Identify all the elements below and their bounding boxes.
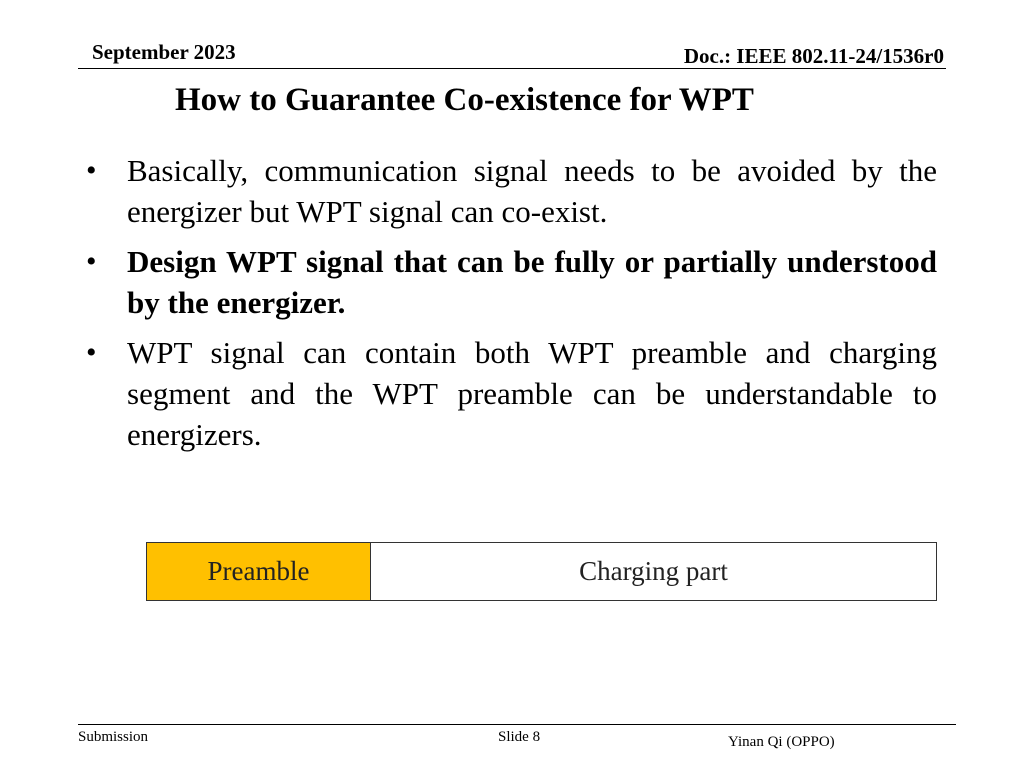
bullet-item	[82, 241, 937, 323]
wpt-signal-diagram	[146, 542, 937, 601]
bullet-text: Design WPT signal that can be fully or partially understood by the energizer.	[127, 244, 937, 320]
header-doc-id: Doc.: IEEE 802.11-24/1536r0	[683, 44, 944, 68]
footer-slide-number: Slide 8	[498, 729, 541, 745]
bullet-dot-icon: •	[86, 245, 97, 278]
footer-divider	[78, 724, 956, 725]
bullet-item	[82, 150, 937, 232]
footer-submission: Submission	[78, 729, 149, 745]
bullet-item	[82, 332, 937, 455]
preamble-segment: Preamble	[147, 543, 371, 600]
bullet-text: WPT signal can contain both WPT preamble and charging segment and the WPT preamble can be understandable to energizers.	[127, 335, 937, 452]
charging-part-segment: Charging part	[371, 543, 936, 600]
bullet-dot-icon: •	[86, 336, 97, 369]
header-divider	[78, 68, 946, 69]
footer-author: Yinan Qi (OPPO)	[728, 734, 835, 750]
bullet-text: Basically, communication signal needs to be avoided by the energizer but WPT signal can co-exist.	[127, 153, 937, 229]
header-date: September 2023	[92, 40, 236, 64]
slide-title: How to Guarantee Co-existence for WPT	[175, 82, 754, 118]
bullet-dot-icon: •	[86, 154, 97, 187]
bullet-list	[82, 150, 937, 464]
